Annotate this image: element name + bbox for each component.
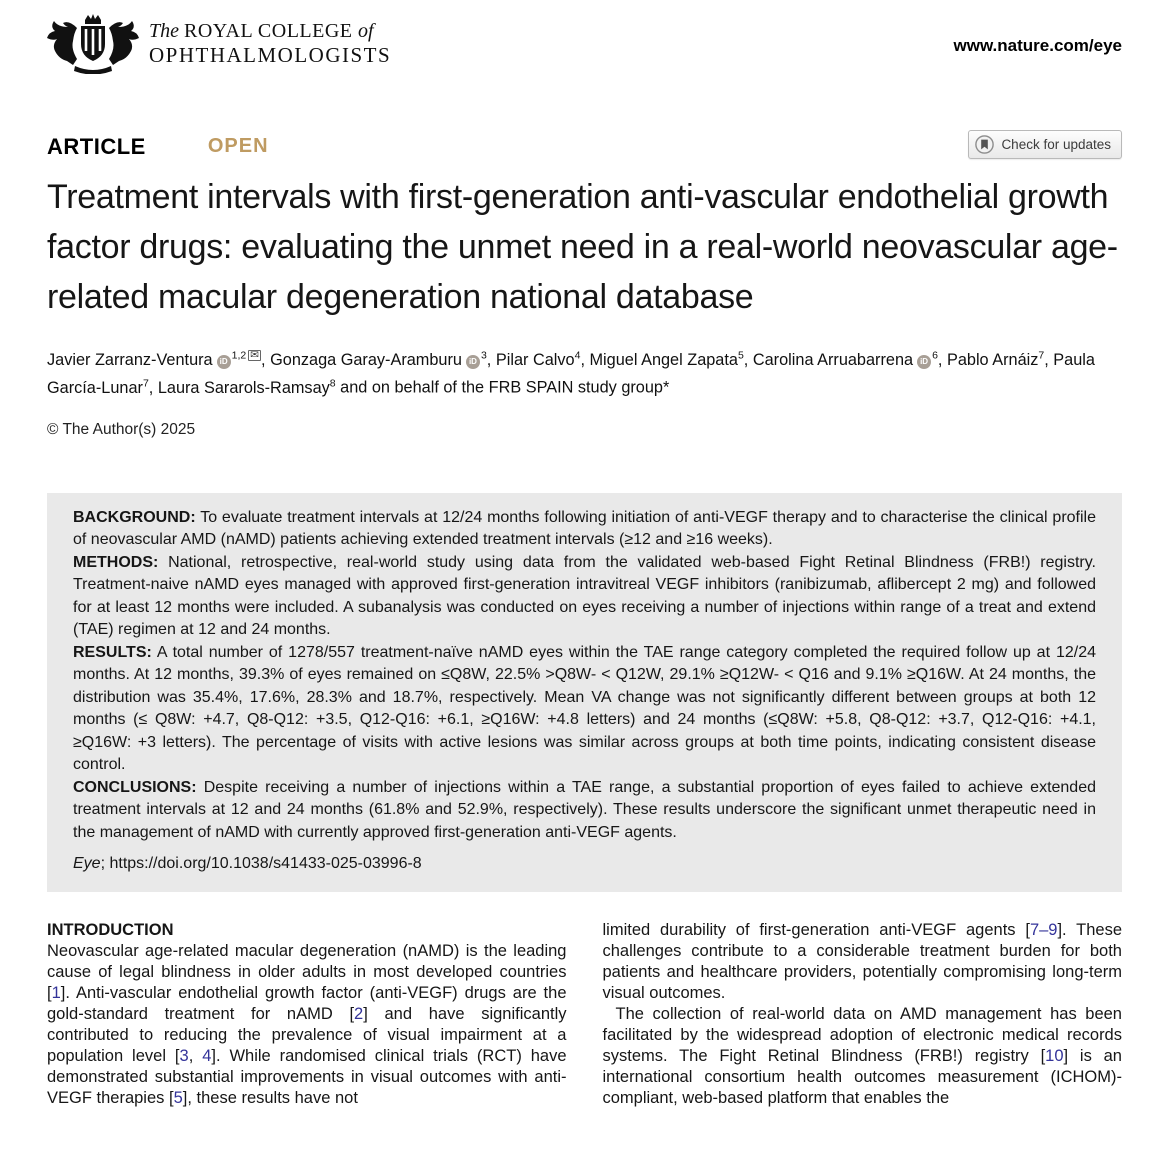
orcid-icon[interactable]: iD	[217, 355, 231, 369]
orcid-icon[interactable]: iD	[917, 355, 931, 369]
masthead	[47, 14, 1122, 74]
article-bar	[47, 134, 1122, 160]
author-list-tail: and on behalf of the FRB SPAIN study group*	[340, 378, 670, 397]
citation-doi-line: Eye; https://doi.org/10.1038/s41433-025-03996-8	[73, 855, 422, 873]
author: Pilar Calvo$^4$,	[495, 349, 590, 370]
abstract-methods: METHODS: National, retrospective, real-world study using data from the validated web-based Fight Retinal Blindness (FRB!) registry. Treatment-naive nAMD eyes managed with approved first-generation intravitreal VEGF inhibitors (ranibizumab, aflibercept 2 mg) and followed for at least 12 months were included. A subanalysis was conducted on eyes receiving a number of injections within range of a treat and extend (TAE) regimen at 12 and 24 months.	[73, 553, 1096, 639]
author: Laura Sararols-Ramsay$^8$	[157, 377, 336, 397]
citation-ref[interactable]: 5	[173, 1088, 183, 1107]
citation-ref[interactable]: 2	[354, 1004, 364, 1023]
intro-left-paragraph: Neovascular age-related macular degeneration (nAMD) is the leading cause of legal blindness in older adults in most developed countries [1]. Anti-vascular endothelial growth factor (anti-VEGF) drugs are the gold-standard treatment for nAMD [2] and have significantly contributed to reducing the prevalence of visual impairment at a population level [3, 4]. While randomised clinical trials (RCT) have demonstrated substantial improvements in visual outcomes with anti-VEGF therapies [5], these results have not	[47, 941, 567, 1107]
author-list	[47, 345, 1122, 400]
abstract-background: BACKGROUND: To evaluate treatment intervals at 12/24 months following initiation of anti-VEGF therapy and to characterise the clinical profile of neovascular AMD (nAMD) patients achieving extended treatment intervals (≥12 and ≥16 weeks).	[73, 508, 1096, 549]
check-for-updates-label: Check for updates	[1001, 137, 1111, 152]
citation-ref[interactable]: 4	[202, 1046, 212, 1065]
intro-right-paragraph-1: limited durability of first-generation anti-VEGF agents [7–9]. These challenges contribute to a considerable treatment burden for both patients and healthcare providers, potentially compromising long-term visual outcomes.	[602, 920, 1122, 1002]
logo-line2: OPHTHALMOLOGISTS	[149, 43, 392, 68]
author: Pablo Arnáiz$^7$,	[946, 349, 1054, 370]
author: Paula García-Lunar$^7$,	[47, 351, 1095, 397]
open-access-label: OPEN	[207, 135, 269, 157]
author: Gonzaga Garay-Aramburu iD $^3$,	[270, 349, 496, 370]
royal-college-crest-icon	[47, 14, 139, 74]
abstract-results: RESULTS: A total number of 1278/557 treatment-naïve nAMD eyes within the TAE range category completed the required follow up at 12/24 months. At 12 months, 39.3% of eyes remained on ≤Q8W, 22.5% >Q8W- < Q12W, 29.1% ≥Q12W- < Q16 and 9.1% ≥Q16W. At 24 months, the distribution was 35.4%, 17.6%, 28.3% and 18.7%, respectively. Mean VA change was not significantly different between groups at both 12 months (≤ Q8W: +4.7, Q8-Q12: +3.5, Q12-Q16: +6.1, ≥Q16W: +4.8 letters) and 24 months (≤Q8W: +5.8, Q8-Q12: +3.7, Q12-Q16: +4.1, ≥Q16W: +3 letters). The percentage of visits with active lesions was similar across groups at both time points, indicating consistent disease control.	[73, 643, 1096, 774]
abstract-conclusions: CONCLUSIONS: Despite receiving a number of injections within a TAE range, a substantial proportion of eyes failed to achieve extended treatment intervals at 12 and 24 months (61.8% and 52.9%, respectively). These results underscore the significant unmet therapeutic need in the management of nAMD with currently approved first-generation anti-VEGF agents.	[73, 778, 1096, 841]
check-for-updates-button[interactable]	[968, 130, 1122, 159]
introduction-heading: INTRODUCTION	[47, 920, 174, 939]
abstract-box	[47, 493, 1122, 892]
intro-left-column	[47, 920, 567, 1109]
author: Carolina Arruabarrena iD $^6$,	[752, 349, 947, 370]
logo-line1: The ROYAL COLLEGE of	[149, 20, 374, 43]
citation-ref[interactable]: 3	[179, 1046, 189, 1065]
intro-right-column	[603, 920, 1123, 1109]
royal-college-logo-text	[149, 20, 391, 67]
royal-college-logo	[47, 14, 391, 74]
citation-ref[interactable]: 7–9	[1029, 920, 1058, 939]
crossmark-icon	[975, 135, 994, 154]
article-title: Treatment intervals with first-generation anti-vascular endothelial growth factor drugs: evaluating the unmet need in a real-world neovascular age-related macular degeneration national database	[47, 178, 1118, 316]
email-envelope-icon[interactable]: ✉	[250, 349, 260, 362]
orcid-icon[interactable]: iD	[466, 355, 480, 369]
intro-right-paragraph-2: The collection of real-world data on AMD management has been facilitated by the widespread adoption of electronic medical records systems. The Fight Retinal Blindness (FRB!) registry [10] is an international consortium health outcomes measurement (ICHOM)-compliant, web-based platform that enables the	[602, 1004, 1122, 1107]
citation-ref[interactable]: 1	[51, 983, 61, 1002]
author: Javier Zarranz-Ventura iD $^{1,2}$ ✉ ,	[47, 349, 271, 370]
journal-url: www.nature.com/eye	[953, 36, 1122, 55]
citation-ref[interactable]: 10	[1045, 1046, 1064, 1065]
author: Miguel Angel Zapata$^5$,	[589, 349, 753, 370]
copyright-line: © The Author(s) 2025	[47, 420, 196, 438]
article-type-label: ARTICLE	[47, 134, 146, 159]
introduction-columns	[47, 920, 1122, 1109]
